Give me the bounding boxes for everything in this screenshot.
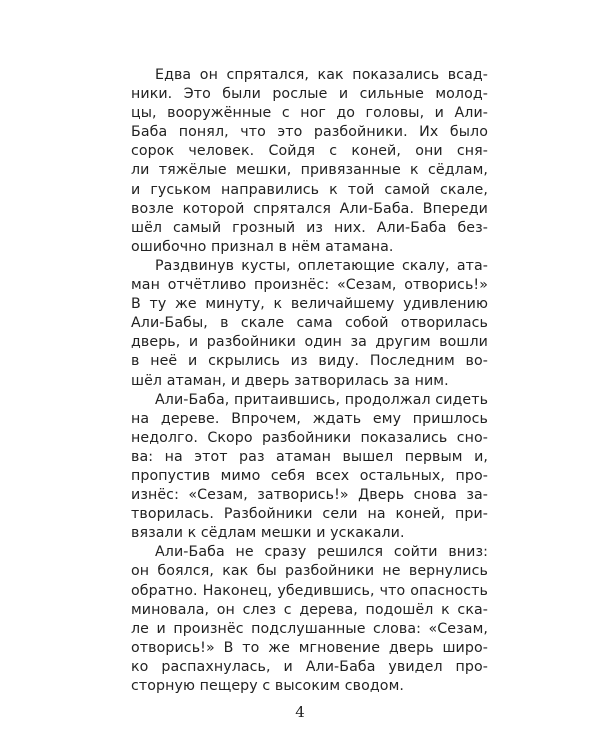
text-line: Раздвинув кусты, оплетающие скалу, ата- (155, 257, 488, 274)
text-line: ли тяжёлые мешки, привязанные к сёдлам, (131, 162, 488, 179)
text-line: ко распахнулась, и Али-Баба увидел про- (131, 658, 488, 675)
body-text (131, 66, 488, 696)
text-line: сторную пещеру с высоким сводом. (131, 678, 404, 694)
text-line: обратно. Наконец, убедившись, что опасность (131, 582, 488, 599)
text-line: ман отчётливо произнёс: «Сезам, отворись!» (131, 277, 488, 294)
paragraph (131, 66, 488, 257)
paragraph (131, 543, 488, 696)
text-line: миновала, он слез с дерева, подошёл к ска- (131, 601, 488, 618)
text-line: Али-Баба, притаившись, продолжал сидеть (155, 391, 489, 408)
text-line: Едва он спрятался, как показались всад- (155, 67, 488, 83)
text-line: изнёс: «Сезам, затворись!» Дверь снова за- (131, 487, 488, 504)
text-line: ошибочно признал в нём атамана. (131, 238, 394, 255)
text-line: шёл самый грозный из них. Али-Баба без- (131, 219, 488, 236)
text-line: вязали к сёдлам мешки и ускакали. (131, 525, 405, 542)
text-line: творилась. Разбойники сели на коней, при- (131, 506, 488, 523)
text-line: на дереве. Впрочем, ждать ему пришлось (131, 410, 488, 427)
text-line: цы, вооружённые с ног до головы, и Али- (131, 105, 488, 122)
paragraph (131, 257, 488, 391)
text-line: сорок человек. Сойдя с коней, они сня- (131, 143, 488, 160)
text-line: недолго. Скоро разбойники показались сно- (131, 429, 488, 446)
paragraph (131, 391, 488, 544)
text-line: Али-Баба не сразу решился сойти вниз: (155, 544, 488, 561)
text-line: ле и произнёс подслушанные слова: «Сезам, (131, 620, 488, 637)
text-line: в неё и скрылись из виду. Последним во- (131, 353, 488, 370)
text-line: отворись!» В то же мгновение дверь широ- (131, 639, 488, 656)
text-line: В ту же минуту, к величайшему удивлению (131, 296, 488, 313)
text-line: дверь, и разбойники один за другим вошли (131, 334, 488, 351)
text-line: возле которой спрятался Али-Баба. Впереди (131, 200, 488, 217)
text-line: он боялся, как бы разбойники не вернулись (131, 563, 488, 580)
text-line: Баба понял, что это разбойники. Их было (131, 124, 488, 141)
text-line: ники. Это были рослые и сильные молод- (131, 86, 488, 103)
text-line: Али-Бабы, в скале сама собой отворилась (131, 315, 488, 332)
text-line: и гуськом направились к той самой скале, (131, 181, 488, 198)
text-line: пропустив мимо себя всех остальных, про- (131, 467, 488, 484)
page-number: 4 (295, 703, 305, 721)
text-line: ва: на этот раз атаман вышел первым и, (131, 448, 488, 465)
text-line: шёл атаман, и дверь затворилась за ним. (131, 372, 449, 389)
